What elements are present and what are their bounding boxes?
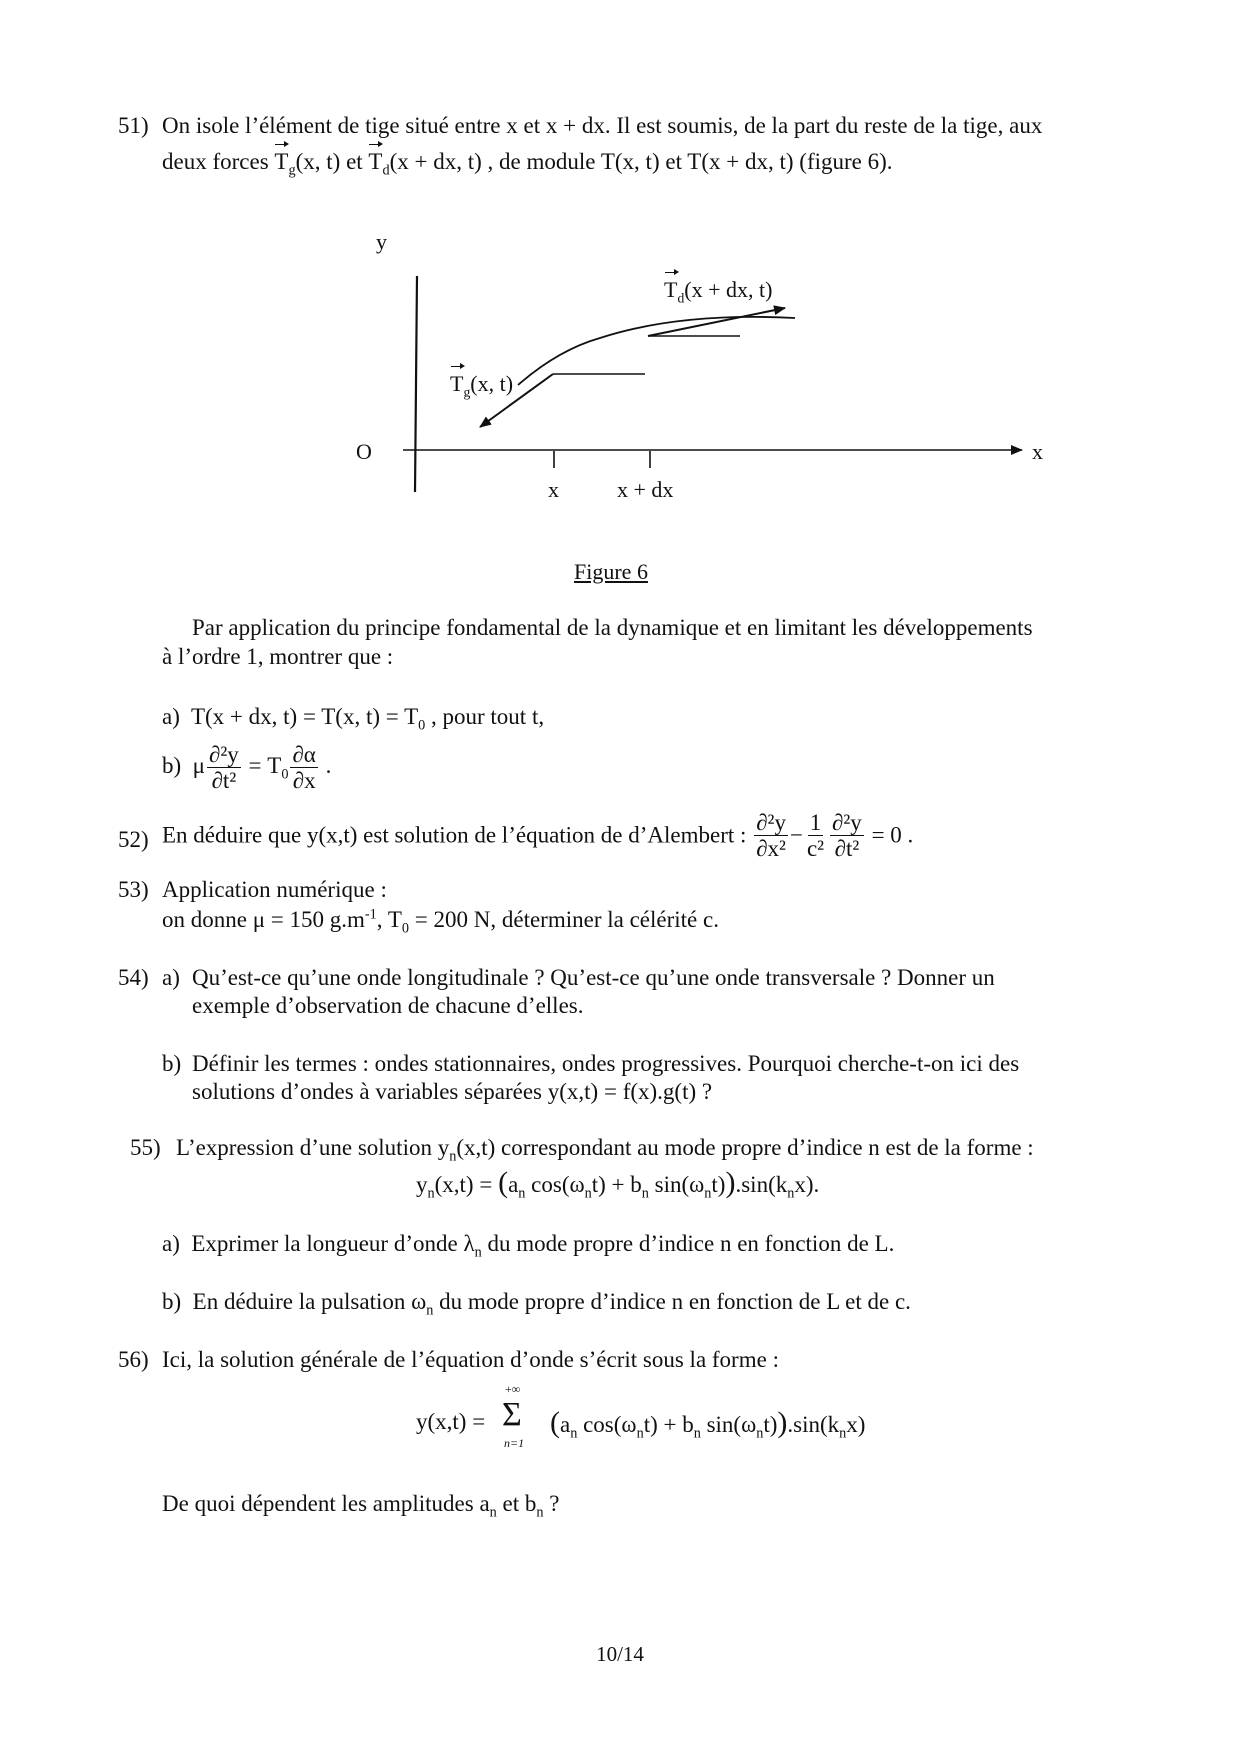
tick-x-label: x [548, 477, 559, 502]
origin-label: O [356, 439, 372, 464]
question-51-line2: deux forces $T_g(x$, t) et $T_d(x$ + dx, t) , de module T(x, t) et T(x + dx, t) (figure 6). [162, 149, 893, 179]
question-54a-line2: exemple d’observation de chacune d’elles. [192, 993, 584, 1018]
question-55-equation: $y_n(x,t) = (a_n$ $\cos(\omega_nt) + b_n$ $\sin(\omega_nt)).\sin(k_nx)$. [416, 1166, 820, 1202]
question-56-number: 56) [118, 1347, 149, 1372]
question-53-number: 53) [118, 877, 149, 902]
tg-label: $T_g(x$, t) [450, 371, 514, 400]
page-number: 10/14 [596, 1642, 644, 1666]
question-51-line1: On isole l’élément de tige situé entre x et x + dx. Il est soumis, de la part du reste de la tige, aux [162, 113, 1043, 138]
td-label: $T_d(x$ + dx, t) [664, 277, 773, 306]
question-54a-label: a) [162, 965, 180, 990]
figure-6 [0, 0, 1240, 600]
vector-td: T [368, 148, 382, 177]
question-52-number: 52) [118, 827, 149, 852]
question-55a: a) Exprimer la longueur d’onde $\lambda_n$ du mode propre d’indice n en fonction de L. [162, 1231, 895, 1261]
question-51-number: 51) [118, 113, 149, 138]
question-56-line1: Ici, la solution générale de l’équation d’onde s’écrit sous la forme : [162, 1347, 779, 1372]
question-55b: b) En déduire la pulsation $\omega_n$ du mode propre d’indice n en fonction de L et de c. [162, 1289, 911, 1319]
intro-line1: Par application du principe fondamental de la dynamique et en limitant les développements [192, 615, 1033, 640]
question-54b-line2: solutions d’ondes à variables séparées y(x,t) = f(x).g(t) ? [192, 1079, 713, 1104]
axis-y-label: y [376, 229, 387, 254]
question-54a-line1: Qu’est-ce qu’une onde longitudinale ? Qu’est-ce qu’une onde transversale ? Donner un [192, 965, 995, 990]
q51-text-a: deux forces [162, 149, 275, 174]
summation-symbol: Σ [502, 1396, 522, 1433]
question-52-text: En déduire que y(x,t) est solution de l’équation de d’Alembert : $\frac{\text{∂²y}}{\text{∂x²}}$ − $\frac{1}{\text{c²}}$ $\frac{\text{∂²y}}{\text{∂t²}}$ = 0 . [162, 810, 914, 862]
tick-xdx-label: x + dx [617, 477, 674, 502]
subquestion-a: a) T(x + dx, t) = T(x, $t) = T_0$ , pour tout t, [162, 704, 545, 734]
figure-caption: Figure 6 [574, 559, 648, 584]
question-54-number: 54) [118, 965, 149, 990]
question-53-line1: Application numérique : [162, 877, 387, 902]
question-54b-line1: Définir les termes : ondes stationnaires, ondes progressives. Pourquoi cherche-t-on ici des [192, 1051, 1020, 1076]
question-53-line2: on donne μ = 150 $g.m^{-1}$, $T_0 = 200$ N, déterminer la célérité c. [162, 906, 719, 937]
question-54b-label: b) [162, 1051, 182, 1076]
figure-6-diagram [0, 0, 1240, 600]
vector-tg: T [274, 148, 288, 177]
intro-line2: à l’ordre 1, montrer que : [162, 644, 394, 669]
question-55-line1: L’expression d’une solution $y_n(x,t)$ correspondant au mode propre d’indice n est de la forme : [176, 1135, 1034, 1165]
question-56-question: De quoi dépendent les amplitudes $a_n$ et $b_n$ ? [162, 1491, 560, 1521]
question-55-number: 55) [130, 1135, 161, 1160]
y-axis [415, 276, 417, 492]
string-curve [518, 317, 795, 385]
subquestion-b: b) μ $\frac{\text{∂²y}}{\text{∂t²}}$ = $T_0$ $\frac{\partial\alpha}{\partial x}$ . [162, 742, 332, 794]
axis-x-label: x [1032, 439, 1043, 464]
